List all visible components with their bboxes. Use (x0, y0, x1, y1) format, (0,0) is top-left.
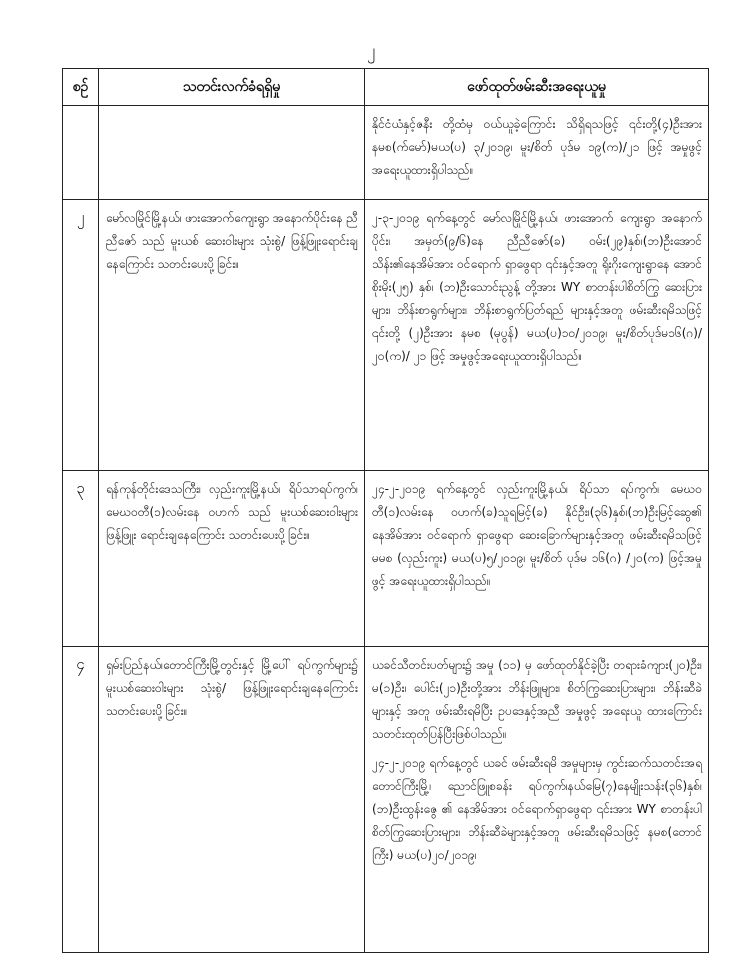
action-paragraph: ၂၄-၂-၂၀၁၉ ရက်နေ့တွင် လှည်းကူးမြို့နယ်၊ ရိပ်သာ ရပ်ကွက်၊ မေဃဝတီ(၁)လမ်းနေ ဝဟက်(ခ)သူရမြင့်(ခ) နိုင်ဦး၊(၃၆)နှစ်၊(ဘ)ဦးမြင့်ဆွေ၏ နေအိမ်အား ဝင်ရောက် ရှာဖွေရာ ဆေးခြောက်များနှင့်အတူ ဖမ်းဆီးရမိသဖြင့် မမစ (လှည်းကူး) မယ(ပ)၅/၂၀၁၉၊ မူး/စိတ် ပုဒ်မ ၁၆(ဂ) /၂၀(က) ဖြင့်အမှုဖွင့် အရေးယူထားရှိပါသည်။ (372, 482, 702, 588)
action-paragraph: ၂-၃-၂၀၁၉ ရက်နေ့တွင် မော်လမြိုင်မြို့နယ်၊ ဖားအောက် ကျေးရွာ အနောက်ပိုင်း၊ အမှတ်(၉/၆)နေ ညီညီဇော်(ခ) ဝမ်း(၂၉)နှစ်၊(ဘ)ဦးအောင်သိန်း၏နေအိမ်အား ဝင်ရောက် ရှာဖွေရာ ၎င်းနှင့်အတူ ရိုးဂိုးကျေးရွာနေ အောင်စိုးမိုး(၂၅) နှစ်၊ (ဘ)ဦးသောင်းညွန့် တို့အား WY စာတန်းပါစိတ်ကြွ ဆေးပြားများ၊ ဘိန်းစာရွက်များ၊ ဘိန်းစာရွက်ပြတ်ရည် များနှင့်အတူ ဖမ်းဆီးရမိသဖြင့် ၎င်းတို့ (၂)ဦးအား နမစ (မုပွန်) မယ(ပ)၁၀/၂၀၁၉၊ မူး/စိတ်ပုဒ်မ၁၆(ဂ)/၂၀(က)/ ၂၁ ဖြင့် အမှုဖွင့်အရေးယူထားရှိပါသည်။ (372, 211, 702, 363)
header-serial-no: စဉ် (63, 69, 99, 106)
row-serial-no: ၂ (63, 200, 99, 471)
page-number: ၂ (366, 41, 376, 61)
table-row (63, 106, 709, 200)
row-action (365, 471, 709, 647)
header-information-received: သတင်းလက်ခံရရှိမှု (99, 69, 365, 106)
action-paragraph: ၂၄-၂-၂၀၁၉ ရက်နေ့တွင် ယခင် ဖမ်းဆီးရမိ အမှုများမှ ကွင်းဆက်သတင်းအရ တောင်ကြီးမြို့၊ ညောင်ဖြူစခန်း ရပ်ကွက်၊နယ်မြေ(၇)နေမျိုးသန်း(၃၆)နှစ်၊ (ဘ)ဦးထွန်းဇွေ ၏ နေအိမ်အား ဝင်ရောက်ရှာဖွေရာ ၎င်းအား WY စာတန်းပါ စိတ်ကြွဆေးပြားများ၊ ဘိန်းဆီခဲများနှင့်အတူ ဖမ်းဆီးရမိသဖြင့် နမစ(တောင်ကြီး) မယ(ပ)၂၀/၂၀၁၉၊ (372, 756, 702, 862)
table-row (63, 200, 709, 471)
row-information: မော်လမြိုင်မြို့နယ်၊ ဖားအောက်ကျေးရွာ အနောက်ပိုင်းနေ ညီညီဇော် သည် မူးယစ် ဆေးဝါးများ သုံးစွဲ/ ဖြန့်ဖြူးရောင်းချ နေကြောင်း သတင်းပေးပို့ခြင်း။ (99, 200, 365, 471)
row-serial-no: ၄ (63, 647, 99, 953)
action-paragraph: ယခင်သီတင်းပတ်များ၌ အမှု (၁၁) မှ ဖော်ထုတ်နိုင်ခဲ့ပြီး တရားခံကျား(၂၀)ဦး၊ မ(၁)ဦး၊ ပေါင်း(၂၁)ဦးတို့အား ဘိန်းဖြူများ၊ စိတ်ကြွဆေးပြားများ၊ ဘိန်းဆီခဲများနှင့် အတူ ဖမ်းဆီးရမိပြီး ဥပဒေနှင့်အညီ အမှုဖွင့် အရေးယူ ထားကြောင်း သတင်းထုတ်ပြန်ပြီးဖြစ်ပါသည်။ (372, 658, 702, 741)
row-serial-no: ၃ (63, 471, 99, 647)
row-action (365, 200, 709, 471)
action-paragraph: နိုင်ငံယံနှင့်ဇနီး တို့ထံမှ ဝယ်ယူခဲ့ကြောင်း သိရှိရသဖြင့် ၎င်းတို့(၄)ဦးအား နမစ(က်မော်)မယ(ပ) ၃/၂၀၁၉၊ မူး/စိတ် ပုဒ်မ ၁၉(က)/၂၁ ဖြင့် အမှုဖွင့် အရေးယူထားရှိပါသည်။ (372, 117, 702, 177)
row-action (365, 647, 709, 953)
row-information: ရန်ကုန်တိုင်းဒေသကြီး၊ လှည်းကူးမြို့နယ်၊ ရိပ်သာရပ်ကွက်၊ မေဃဝတီ(၁)လမ်းနေ ဝဟက် သည် မူးယစ်ဆေးဝါးများ ဖြန့်ဖြူး ရောင်းချနေကြောင်း သတင်းပေးပို့ခြင်း။ (99, 471, 365, 647)
table-row (63, 471, 709, 647)
row-information: ရှမ်းပြည်နယ်၊တောင်ကြီးမြို့တွင်းနှင့် မြို့ပေါ် ရပ်ကွက်များ၌ မူးယစ်ဆေးဝါးများ သုံးစွဲ/ ဖြန့်ဖြူးရောင်းချနေကြောင်းသတင်းပေးပို့ခြင်း။ (99, 647, 365, 953)
report-table (62, 68, 709, 953)
row-serial-no (63, 106, 99, 200)
table-header-row (63, 69, 709, 106)
row-action (365, 106, 709, 200)
table-row (63, 647, 709, 953)
header-action-taken: ဖော်ထုတ်ဖမ်းဆီးအရေးယူမှု (365, 69, 709, 106)
row-information (99, 106, 365, 200)
